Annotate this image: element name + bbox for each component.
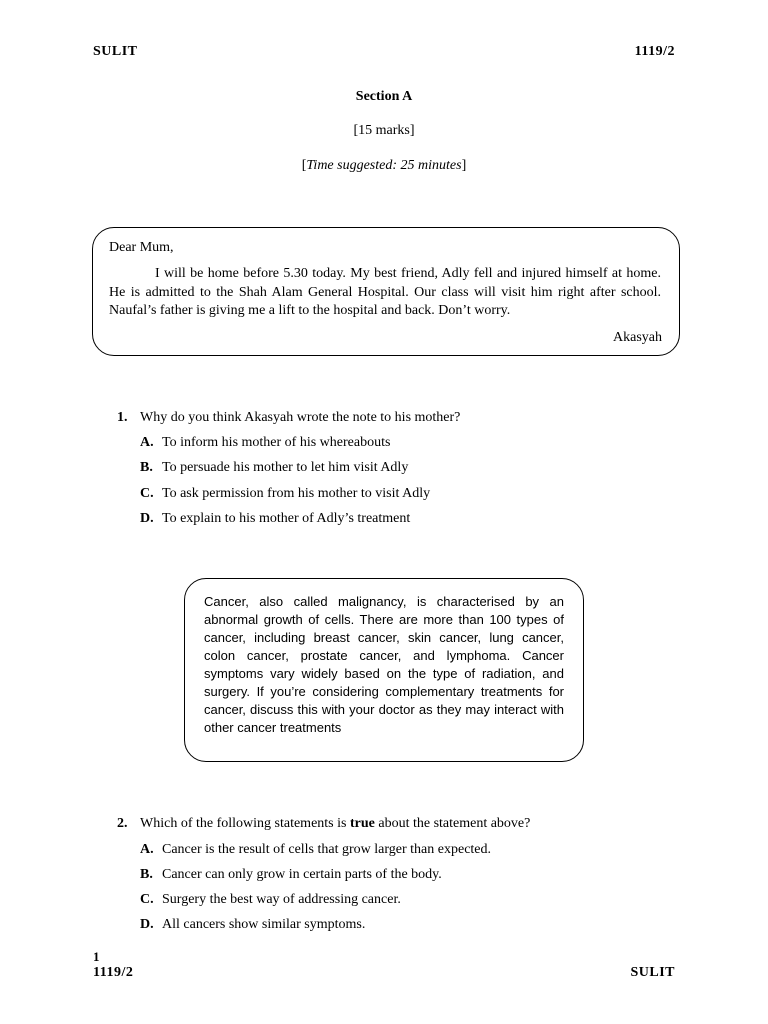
time-close-bracket: ] <box>461 158 467 173</box>
option-text: Cancer can only grow in certain parts of the body. <box>162 867 442 882</box>
footer-sulit: SULIT <box>630 965 675 980</box>
option-label: C. <box>140 892 154 907</box>
option-label: A. <box>140 435 154 450</box>
option-text: To explain to his mother of Adly’s treatment <box>162 511 411 526</box>
option-label: D. <box>140 511 154 526</box>
footer-paper-code: 1119/2 <box>93 965 134 980</box>
question-2-emphasis: true <box>349 816 375 831</box>
section-title: Section A <box>355 89 413 104</box>
time-open-bracket: [ <box>301 158 307 173</box>
question-2-number: 2. <box>117 816 128 831</box>
question-2-text-before: Which of the following statements is <box>140 816 350 831</box>
q1-option-a[interactable] <box>140 435 390 451</box>
passage-text: Cancer, also called malignancy, is characterised by an abnormal growth of cells. There are more than 100 types of cancer, including breast cancer, skin cancer, lung cancer, colon cancer, prostate cancer, and lymphoma. Cancer symptoms vary widely based on the type of radiation, and surgery. If you’re considering complementary treatments for cancer, discuss this with your doctor as they may interact with other cancer treatments <box>204 594 564 735</box>
header-sulit: SULIT <box>93 44 138 59</box>
question-1-text: Why do you think Akasyah wrote the note to his mother? <box>140 410 461 425</box>
section-marks: [15 marks] <box>353 123 415 138</box>
question-1-number: 1. <box>117 410 128 425</box>
option-text: Surgery the best way of addressing cancer. <box>162 892 401 907</box>
option-text: All cancers show similar symptoms. <box>162 917 366 932</box>
question-2-text-after: about the statement above? <box>374 816 531 831</box>
q2-option-c[interactable] <box>140 892 401 908</box>
option-label: B. <box>140 867 153 882</box>
option-label: D. <box>140 917 154 932</box>
q1-option-c[interactable] <box>140 486 430 502</box>
option-text: Cancer is the result of cells that grow larger than expected. <box>162 842 492 857</box>
passage-box <box>184 578 584 762</box>
option-label: B. <box>140 460 153 475</box>
question-2 <box>0 816 768 836</box>
option-label: A. <box>140 842 154 857</box>
q2-option-a[interactable] <box>140 842 491 858</box>
time-suggested <box>0 158 768 174</box>
option-text: To ask permission from his mother to visit Adly <box>162 486 431 501</box>
question-2-text <box>140 816 530 832</box>
q1-option-d[interactable] <box>140 511 410 527</box>
note-greeting: Dear Mum, <box>109 240 174 255</box>
header-paper-code: 1119/2 <box>634 44 675 59</box>
option-label: C. <box>140 486 154 501</box>
page-number: 1 <box>93 949 100 964</box>
q2-option-b[interactable] <box>140 867 442 883</box>
option-text: To persuade his mother to let him visit Adly <box>162 460 409 475</box>
option-text: To inform his mother of his whereabouts <box>162 435 391 450</box>
note-signature: Akasyah <box>613 330 662 345</box>
question-1 <box>0 410 768 430</box>
q1-option-b[interactable] <box>140 460 408 476</box>
time-suggested-text: Time suggested: 25 minutes <box>306 158 462 173</box>
q2-option-d[interactable] <box>140 917 365 933</box>
note-box <box>92 227 680 356</box>
note-body: I will be home before 5.30 today. My best friend, Adly fell and injured himself at home. He is admitted to the Shah Alam General Hospital. Our class will visit him right after school. Naufal’s father is giving me a lift to the hospital and back. Don’t worry. <box>109 266 661 318</box>
